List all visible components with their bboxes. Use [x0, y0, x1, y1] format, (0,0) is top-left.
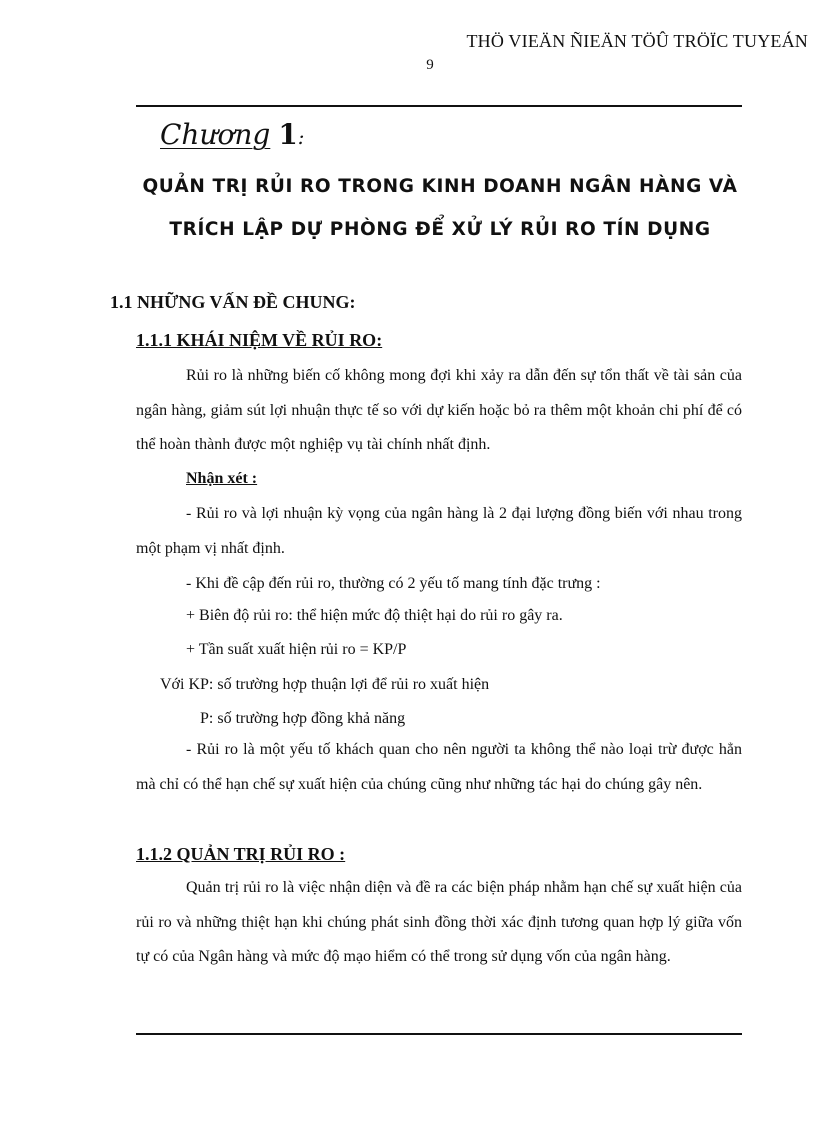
- chapter-label: [160, 118, 305, 151]
- bottom-rule: [136, 1033, 742, 1035]
- definition-kp: Với KP: số trường hợp thuận lợi để rủi ro xuất hiện: [160, 676, 490, 693]
- chapter-word: Chương: [160, 118, 271, 151]
- remark-paragraph-2: - Khi đề cập đến rủi ro, thường có 2 yếu tố mang tính đặc trưng :: [186, 575, 601, 592]
- remark-label: Nhận xét :: [186, 470, 258, 487]
- definition-p: P: số trường hợp đồng khả năng: [200, 710, 406, 727]
- section-heading-1-1-1: 1.1.1 KHÁI NIỆM VỀ RỦI RO:: [136, 330, 383, 350]
- running-header: THÖ VIEÄN ÑIEÄN TÖÛ TRÖÏC TUYEÁN: [466, 31, 808, 51]
- remark-paragraph-3: - Rủi ro là một yếu tố khách quan cho nên người ta không thể nào loại trừ được hẳn mà chỉ có thể hạn chế sự xuất hiện của chúng cũng như những tác hại do chúng gây nên.: [136, 741, 742, 793]
- page-number: 9: [426, 57, 434, 73]
- chapter-title-line-2: TRÍCH LẬP DỰ PHÒNG ĐỂ XỬ LÝ RỦI RO TÍN DỤNG: [169, 219, 711, 240]
- remark-paragraph-1: - Rủi ro và lợi nhuận kỳ vọng của ngân hàng là 2 đại lượng đồng biến với nhau trong một phạm vị nhất định.: [136, 505, 742, 557]
- factor-amplitude: + Biên độ rủi ro: thể hiện mức độ thiệt hại do rủi ro gây ra.: [186, 607, 563, 624]
- section-heading-1-1: 1.1 NHỮNG VẤN ĐỀ CHUNG:: [110, 292, 356, 312]
- top-rule: [136, 105, 742, 107]
- risk-management-paragraph: Quản trị rủi ro là việc nhận diện và đề ra các biện pháp nhằm hạn chế sự xuất hiện của rủi ro và những thiệt hạn khi chúng phát sinh đồng thời xác định tương quan hợp lý giữa vốn tự có của Ngân hàng và mức độ mạo hiểm có thể trong sử dụng vốn của ngân hàng.: [136, 879, 742, 965]
- risk-definition-paragraph: Rủi ro là những biến cố không mong đợi khi xảy ra dẫn đến sự tổn thất về tài sản của ngân hàng, giảm sút lợi nhuận thực tế so với dự kiến hoặc bỏ ra thêm một khoản chi phí để có thể hoàn thành được một nghiệp vụ tài chính nhất định.: [136, 367, 742, 453]
- chapter-title-line-1: QUẢN TRỊ RỦI RO TRONG KINH DOANH NGÂN HÀNG VÀ: [142, 176, 738, 197]
- section-heading-1-1-2: 1.1.2 QUẢN TRỊ RỦI RO :: [136, 844, 346, 864]
- factor-frequency: + Tần suất xuất hiện rủi ro = KP/P: [186, 641, 407, 658]
- chapter-colon: :: [297, 125, 305, 149]
- chapter-number: 1: [278, 118, 298, 151]
